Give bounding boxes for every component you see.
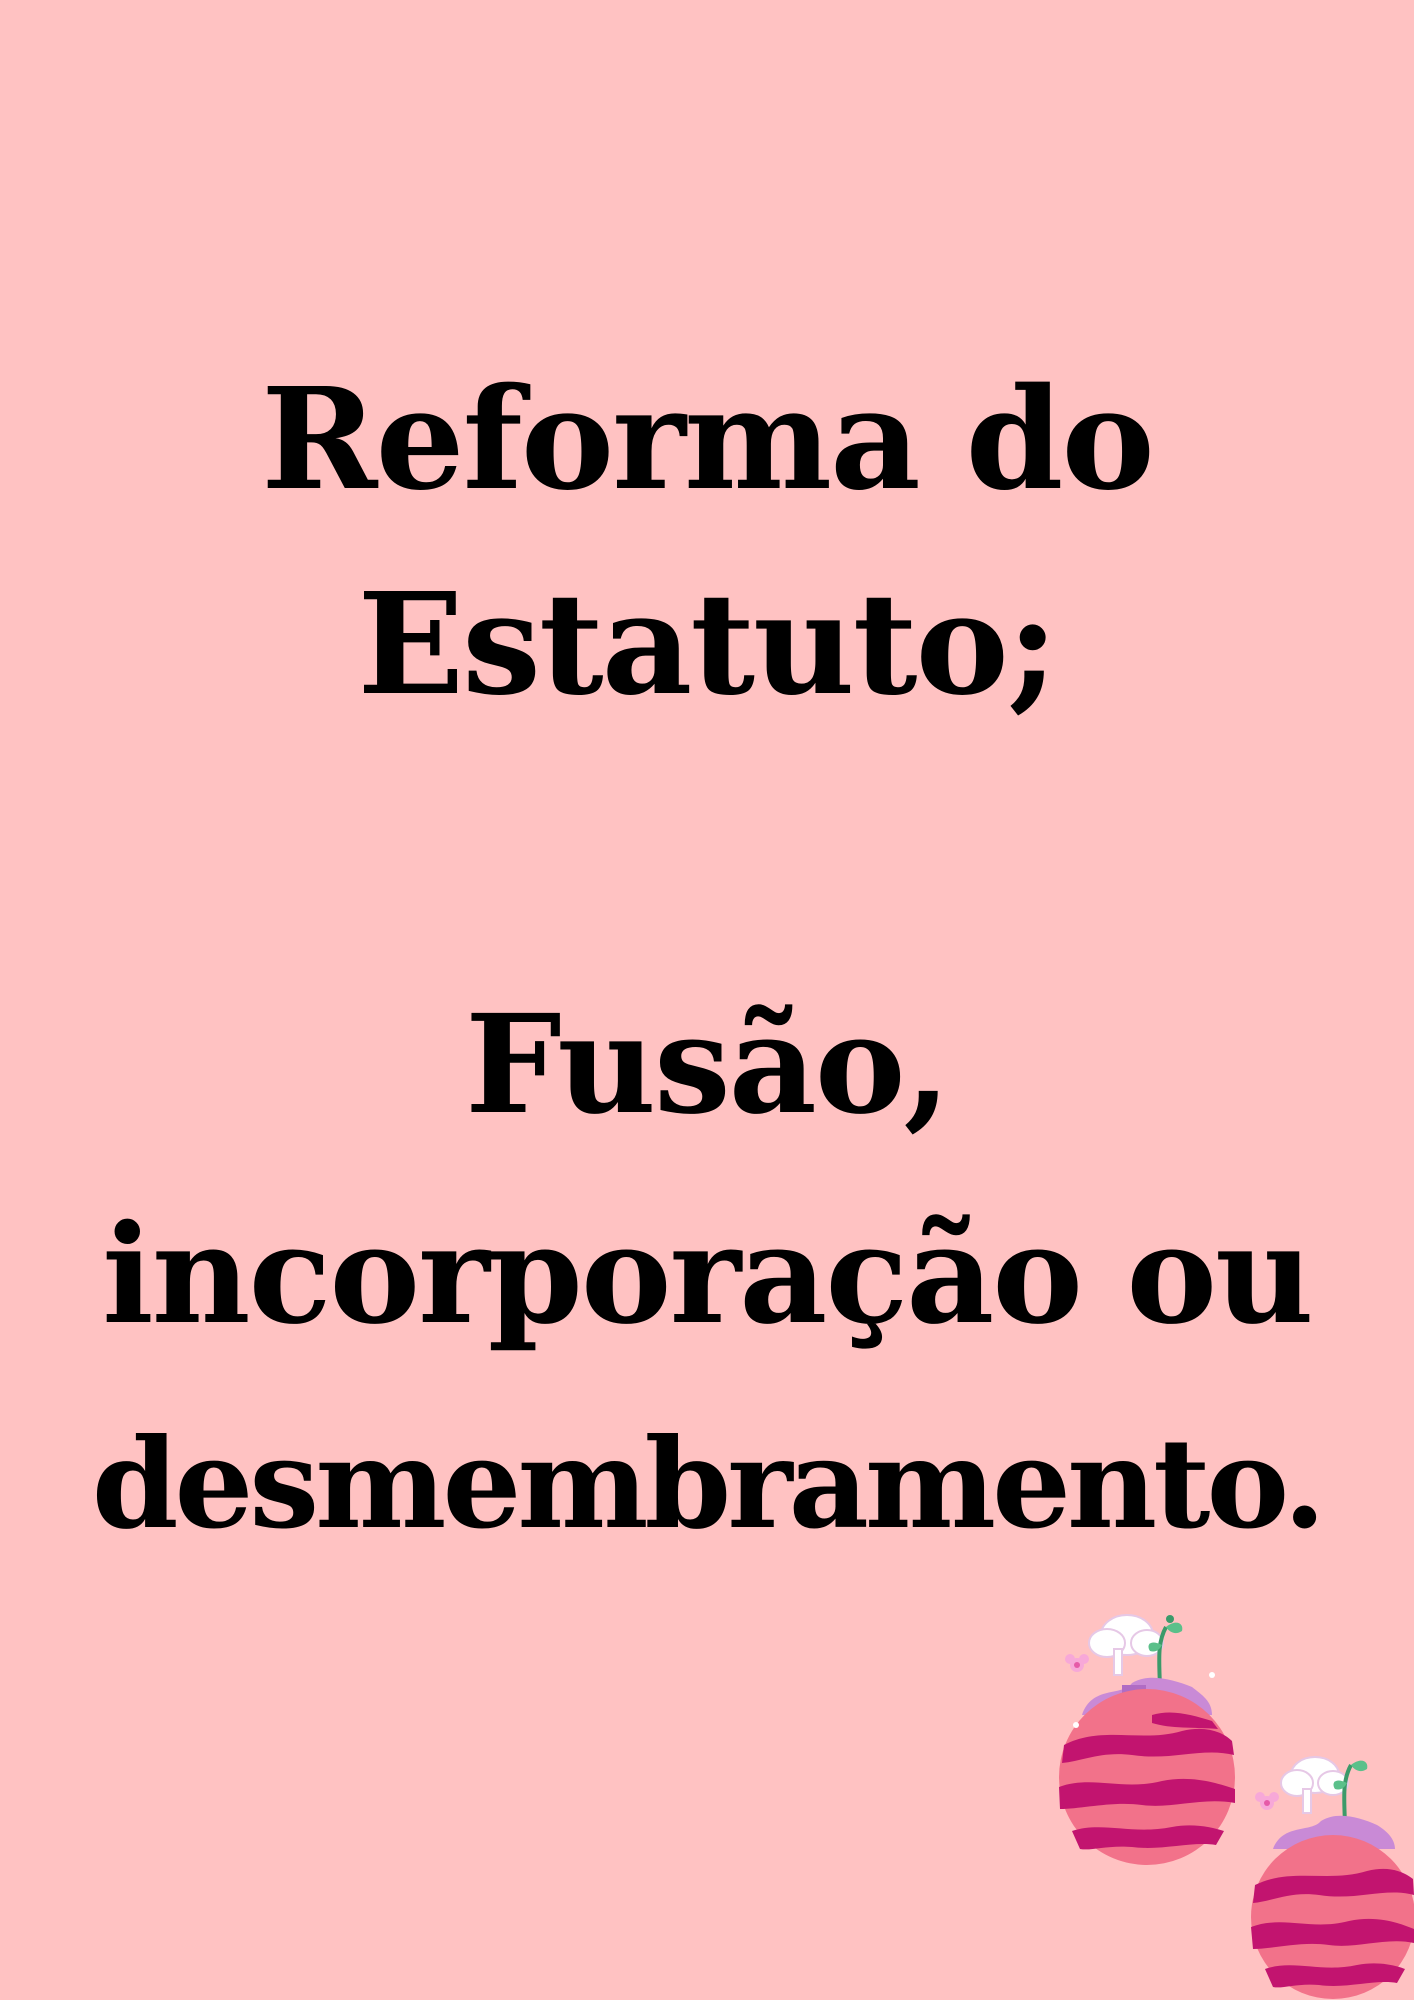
subtitle-line-3: desmembramento. — [91, 1412, 1323, 1557]
flower-icon — [1255, 1792, 1279, 1810]
flower-icon — [1065, 1654, 1089, 1672]
slide-subtitle — [0, 960, 1414, 1590]
slide-title — [0, 338, 1414, 748]
planet-illustration-icon — [1245, 1745, 1414, 2000]
planet-illustration-icon — [1052, 1605, 1242, 1865]
subtitle-line-1: Fusão, — [465, 985, 949, 1145]
planet-stripes — [1251, 1869, 1414, 1988]
title-line-2: Estatuto; — [357, 563, 1057, 727]
subtitle-line-2: incorporação ou — [102, 1195, 1312, 1355]
title-line-1: Reforma do — [261, 358, 1153, 522]
